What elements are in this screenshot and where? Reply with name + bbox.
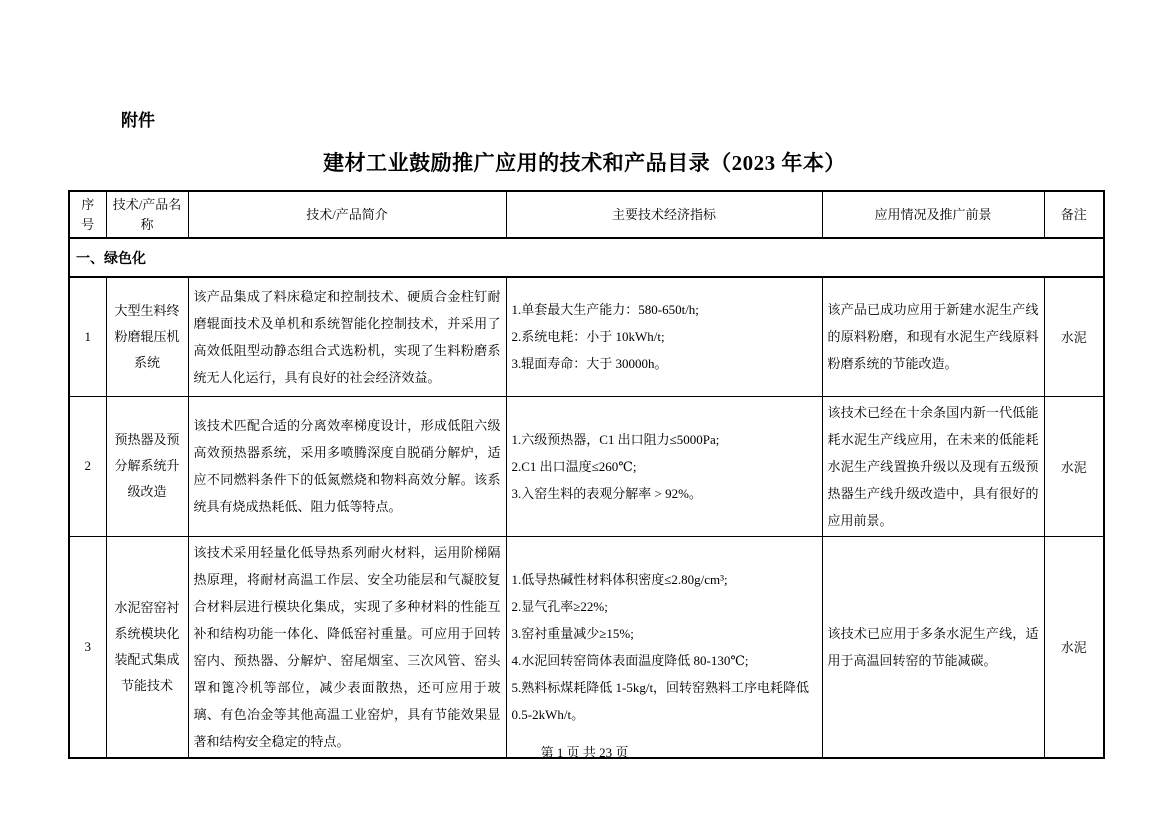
table-row [69,396,1104,536]
table-header-row [69,191,1104,238]
cell-intro: 该技术匹配合适的分离效率梯度设计，形成低阻六级高效预热器系统，采用多喷腾深度自脱硝分解炉，适应不同燃料条件下的低氮燃烧和物料高效分解。该系统具有烧成热耗低、阻力低等特点。 [188,396,506,536]
indicator-line: 3.入窑生料的表观分解率 > 92%。 [511,485,702,501]
cell-index: 1 [69,277,106,396]
section-title: 一、绿色化 [69,238,1104,277]
indicator-line: 4.水泥回转窑筒体表面温度降低 80-130℃; [511,652,749,668]
indicator-line: 3.窑衬重量减少≥15%; [511,625,634,641]
indicator-line: 3.辊面寿命：大于 30000h。 [511,356,668,372]
cell-indicators [506,396,822,536]
catalog-table [68,190,1105,759]
cell-remark: 水泥 [1044,536,1104,758]
indicator-line: 2.系统电耗：小于 10kWh/t; [511,329,665,345]
page-number: 第 1 页 共 23 页 [540,745,629,760]
cell-index: 3 [69,536,106,758]
cell-application: 该产品已成功应用于新建水泥生产线的原料粉磨，和现有水泥生产线原料粉磨系统的节能改造。 [822,277,1044,396]
cell-intro: 该产品集成了料床稳定和控制技术、硬质合金柱钉耐磨辊面技术及单机和系统智能化控制技术，并采用了高效低阻型动静态组合式选粉机，实现了生料粉磨系统无人化运行，具有良好的社会经济效益。 [188,277,506,396]
cell-index: 2 [69,396,106,536]
table-row [69,536,1104,758]
cell-indicators [506,536,822,758]
section-row-greenification [69,238,1104,277]
cell-application: 该技术已经在十余条国内新一代低能耗水泥生产线应用，在未来的低能耗水泥生产线置换升级以及现有五级预热器生产线升级改造中，具有很好的应用前景。 [822,396,1044,536]
col-header-index: 序号 [69,191,106,238]
indicator-line: 2.显气孔率≥22%; [511,598,608,614]
cell-intro: 该技术采用轻量化低导热系列耐火材料，运用阶梯隔热原理，将耐材高温工作层、安全功能层和气凝胶复合材料层进行模块化集成，实现了多种材料的性能互补和结构功能一体化、降低窑衬重量。可应用于回转窑内、预热器、分解炉、窑尾烟室、三次风管、窑头罩和篦冷机等部位，减少表面散热，还可应用于玻璃、有色冶金等其他高温工业窑炉，具有节能效果显著和结构安全稳定的特点。 [188,536,506,758]
indicator-line: 1.六级预热器，C1 出口阻力≤5000Pa; [511,431,720,447]
col-header-application: 应用情况及推广前景 [822,191,1044,238]
attachment-label: 附件 [121,111,155,130]
cell-remark: 水泥 [1044,396,1104,536]
indicator-line: 1.低导热碱性材料体积密度≤2.80g/cm³; [511,571,728,587]
cell-product-name: 水泥窑窑衬系统模块化装配式集成节能技术 [106,536,188,758]
col-header-name: 技术/产品名称 [106,191,188,238]
col-header-indicators: 主要技术经济指标 [506,191,822,238]
cell-product-name: 预热器及预分解系统升级改造 [106,396,188,536]
cell-remark: 水泥 [1044,277,1104,396]
table-row [69,277,1104,396]
page-title: 建材工业鼓励推广应用的技术和产品目录（2023 年本） [323,151,846,175]
indicator-line: 1.单套最大生产能力：580-650t/h; [511,302,699,318]
cell-indicators [506,277,822,396]
col-header-intro: 技术/产品简介 [188,191,506,238]
indicator-line: 5.熟料标煤耗降低 1-5kg/t，回转窑熟料工序电耗降低 0.5-2kWh/t。 [511,679,810,722]
indicator-line: 2.C1 出口温度≤260℃; [511,458,637,474]
cell-application: 该技术已应用于多条水泥生产线，适用于高温回转窑的节能减碳。 [822,536,1044,758]
cell-product-name: 大型生料终粉磨辊压机系统 [106,277,188,396]
col-header-remark: 备注 [1044,191,1104,238]
